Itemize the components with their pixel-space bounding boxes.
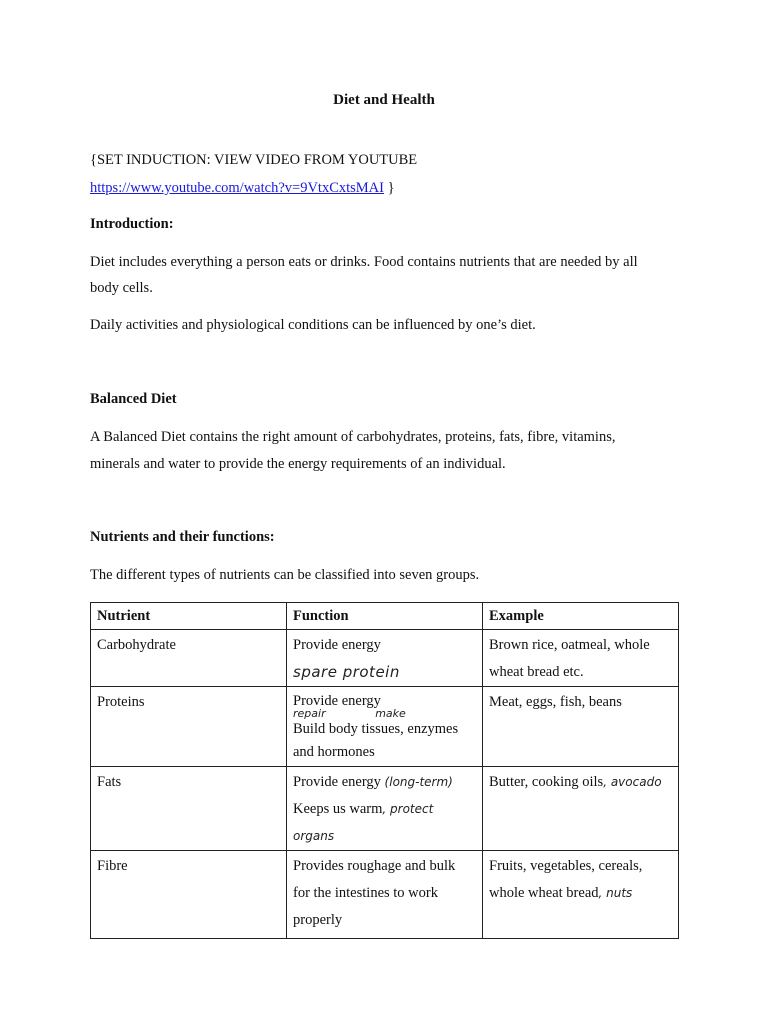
balanced-diet-line-1: A Balanced Diet contains the right amount of carbohydrates, proteins, fats, fibre, vitamins, (90, 429, 616, 445)
handwritten-annotation-row (293, 707, 476, 719)
document-title: Diet and Health (333, 92, 435, 108)
table-row (91, 687, 679, 767)
introduction-paragraph-2: Daily activities and physiological conditions can be influenced by one’s diet. (90, 317, 536, 333)
introduction-paragraph-line-1: Diet includes everything a person eats or drinks. Food contains nutrients that are needed by all (90, 254, 638, 270)
function-text: Build body tissues, enzymes (293, 721, 459, 737)
handwritten-note: (long-term) (384, 775, 453, 789)
nutrients-intro: The different types of nutrients can be classified into seven groups. (90, 567, 480, 583)
cell-nutrient: Proteins (91, 687, 287, 767)
balanced-diet-line-2: minerals and water to provide the energy requirements of an individual. (90, 456, 506, 472)
cell-nutrient: Fibre (91, 851, 287, 939)
cell-nutrient: Carbohydrate (91, 630, 287, 687)
table-row (91, 851, 679, 939)
function-text: Keeps us warm (293, 801, 383, 817)
example-text: Butter, cooking oils (489, 774, 604, 790)
balanced-diet-heading: Balanced Diet (90, 391, 177, 407)
cell-function (287, 687, 483, 767)
function-text: and hormones (293, 744, 375, 760)
handwritten-note: , protect organs (293, 802, 434, 843)
function-text: for the intestines to work (293, 885, 438, 901)
cell-function (287, 630, 483, 687)
handwritten-note: make (375, 707, 406, 720)
introduction-paragraph-line-2: body cells. (90, 280, 153, 296)
nutrients-table (90, 602, 679, 939)
set-induction-line: {SET INDUCTION: VIEW VIDEO FROM YOUTUBE (90, 152, 418, 168)
cell-nutrient: Fats (91, 767, 287, 851)
handwritten-note: repair (293, 707, 326, 720)
table-row (91, 630, 679, 687)
cell-example (483, 851, 679, 939)
function-text: Provide energy (293, 693, 381, 709)
example-text: wheat bread etc. (489, 664, 584, 680)
introduction-heading: Introduction: (90, 216, 174, 232)
example-text: Brown rice, oatmeal, whole (489, 637, 650, 653)
function-text: properly (293, 912, 343, 928)
table-row (91, 767, 679, 851)
table-header-row (91, 603, 679, 630)
function-line (293, 769, 476, 796)
handwritten-note: , avocado (603, 775, 662, 789)
function-text: Provide energy (293, 637, 381, 653)
example-text: Fruits, vegetables, cereals, (489, 858, 643, 874)
header-nutrient: Nutrient (91, 603, 287, 630)
cell-example (483, 630, 679, 687)
header-example: Example (483, 603, 679, 630)
cell-example (483, 767, 679, 851)
nutrients-heading: Nutrients and their functions: (90, 529, 275, 545)
example-text: whole wheat bread (489, 885, 599, 901)
handwritten-note: spare protein (293, 663, 400, 681)
cell-example: Meat, eggs, fish, beans (483, 687, 679, 767)
cell-function (287, 767, 483, 851)
example-line (489, 880, 672, 907)
function-text: Provides roughage and bulk (293, 858, 456, 874)
cell-function (287, 851, 483, 939)
youtube-link[interactable]: https://www.youtube.com/watch?v=9VtxCxtsMAI (90, 180, 384, 196)
function-line (293, 796, 476, 850)
function-text: Provide energy (293, 774, 385, 790)
header-function: Function (287, 603, 483, 630)
set-induction-url-line (90, 180, 395, 197)
handwritten-note: , nuts (598, 886, 633, 900)
set-induction-close: } (384, 180, 395, 196)
